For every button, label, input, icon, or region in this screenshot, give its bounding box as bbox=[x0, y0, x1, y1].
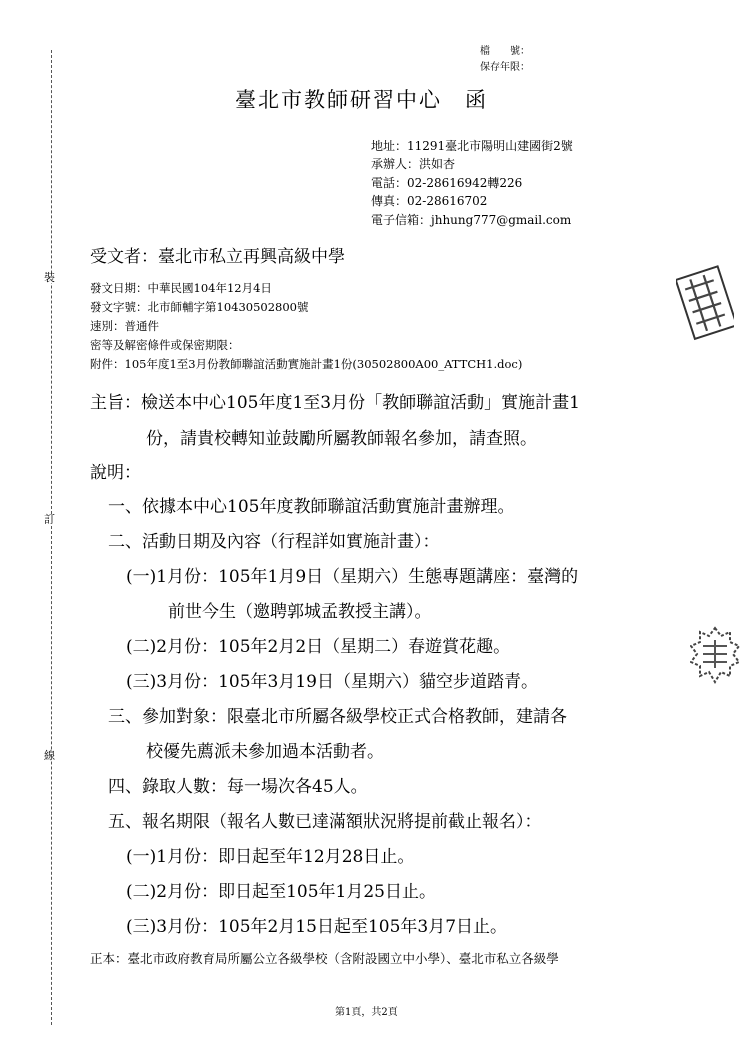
item-2-sub-3: (三)3月份：105年3月19日（星期六）貓空步道踏青。 bbox=[126, 672, 538, 692]
contact-handler: 承辦人：洪如杏 bbox=[371, 157, 456, 171]
item-4: 四、錄取人數：每一場次各45人。 bbox=[108, 777, 368, 797]
subject-line-1: 主旨：檢送本中心105年度1至3月份「教師聯誼活動」實施計畫1 bbox=[90, 393, 580, 413]
contact-fax: 傳真：02-28616702 bbox=[371, 194, 488, 208]
secrecy-level: 密等及解密條件或保密期限： bbox=[90, 338, 240, 352]
item-3-cont: 校優先薦派未參加過本活動者。 bbox=[146, 742, 384, 762]
contact-phone: 電話：02-28616942轉226 bbox=[371, 176, 523, 190]
file-number-label: 檔 號： bbox=[480, 46, 530, 57]
item-1: 一、依據本中心105年度教師聯誼活動實施計畫辦理。 bbox=[108, 497, 515, 517]
perforation-seal-icon bbox=[690, 626, 740, 690]
issue-date: 發文日期：中華民國104年12月4日 bbox=[90, 281, 272, 295]
item-5-sub-2: (二)2月份：即日起至105年1月25日止。 bbox=[126, 882, 436, 902]
copy-to: 正本：臺北市政府教育局所屬公立各級學校（含附設國立中小學）、臺北市私立各級學 bbox=[90, 951, 559, 966]
item-5-sub-3: (三)3月份：105年2月15日起至105年3月7日止。 bbox=[126, 917, 508, 937]
binding-mark-zhuang: 裝 bbox=[44, 271, 55, 284]
explanation-label: 說明： bbox=[90, 463, 141, 483]
item-2-sub-1-cont: 前世今生（邀聘郭城孟教授主講）。 bbox=[168, 602, 432, 622]
subject-line-2: 份，請貴校轉知並鼓勵所屬教師報名參加，請查照。 bbox=[146, 429, 537, 449]
binding-line bbox=[51, 50, 52, 1025]
binding-mark-ding: 訂 bbox=[44, 513, 55, 526]
item-5-sub-1: (一)1月份：即日起至年12月28日止。 bbox=[126, 847, 415, 867]
issue-number: 發文字號：北市師輔字第10430502800號 bbox=[90, 300, 309, 314]
recipient: 受文者：臺北市私立再興高級中學 bbox=[90, 247, 345, 267]
binding-mark-xian: 線 bbox=[44, 749, 55, 762]
item-3: 三、參加對象：限臺北市所屬各級學校正式合格教師，建請各 bbox=[108, 707, 567, 727]
attachment-line: 附件：105年度1至3月份教師聯誼活動實施計畫1份(30502800A00_ATTCH1.doc) bbox=[90, 357, 523, 371]
retention-label: 保存年限： bbox=[480, 62, 530, 73]
item-5: 五、報名期限（報名人數已達滿額狀況將提前截止報名）： bbox=[108, 812, 542, 832]
item-2-sub-1: (一)1月份：105年1月9日（星期六）生態專題講座：臺灣的 bbox=[126, 567, 579, 587]
contact-address: 地址：11291臺北市陽明山建國街2號 bbox=[371, 139, 573, 153]
seal-stamp-icon bbox=[676, 262, 734, 342]
speed-class: 速別：普通件 bbox=[90, 319, 159, 333]
document-title: 臺北市教師研習中心 函 bbox=[235, 88, 488, 112]
item-2: 二、活動日期及內容（行程詳如實施計畫）： bbox=[108, 532, 440, 552]
page-number: 第1頁，共2頁 bbox=[335, 1007, 398, 1018]
contact-email: 電子信箱：jhhung777@gmail.com bbox=[371, 213, 572, 227]
item-2-sub-2: (二)2月份：105年2月2日（星期二）春遊賞花趣。 bbox=[126, 637, 511, 657]
